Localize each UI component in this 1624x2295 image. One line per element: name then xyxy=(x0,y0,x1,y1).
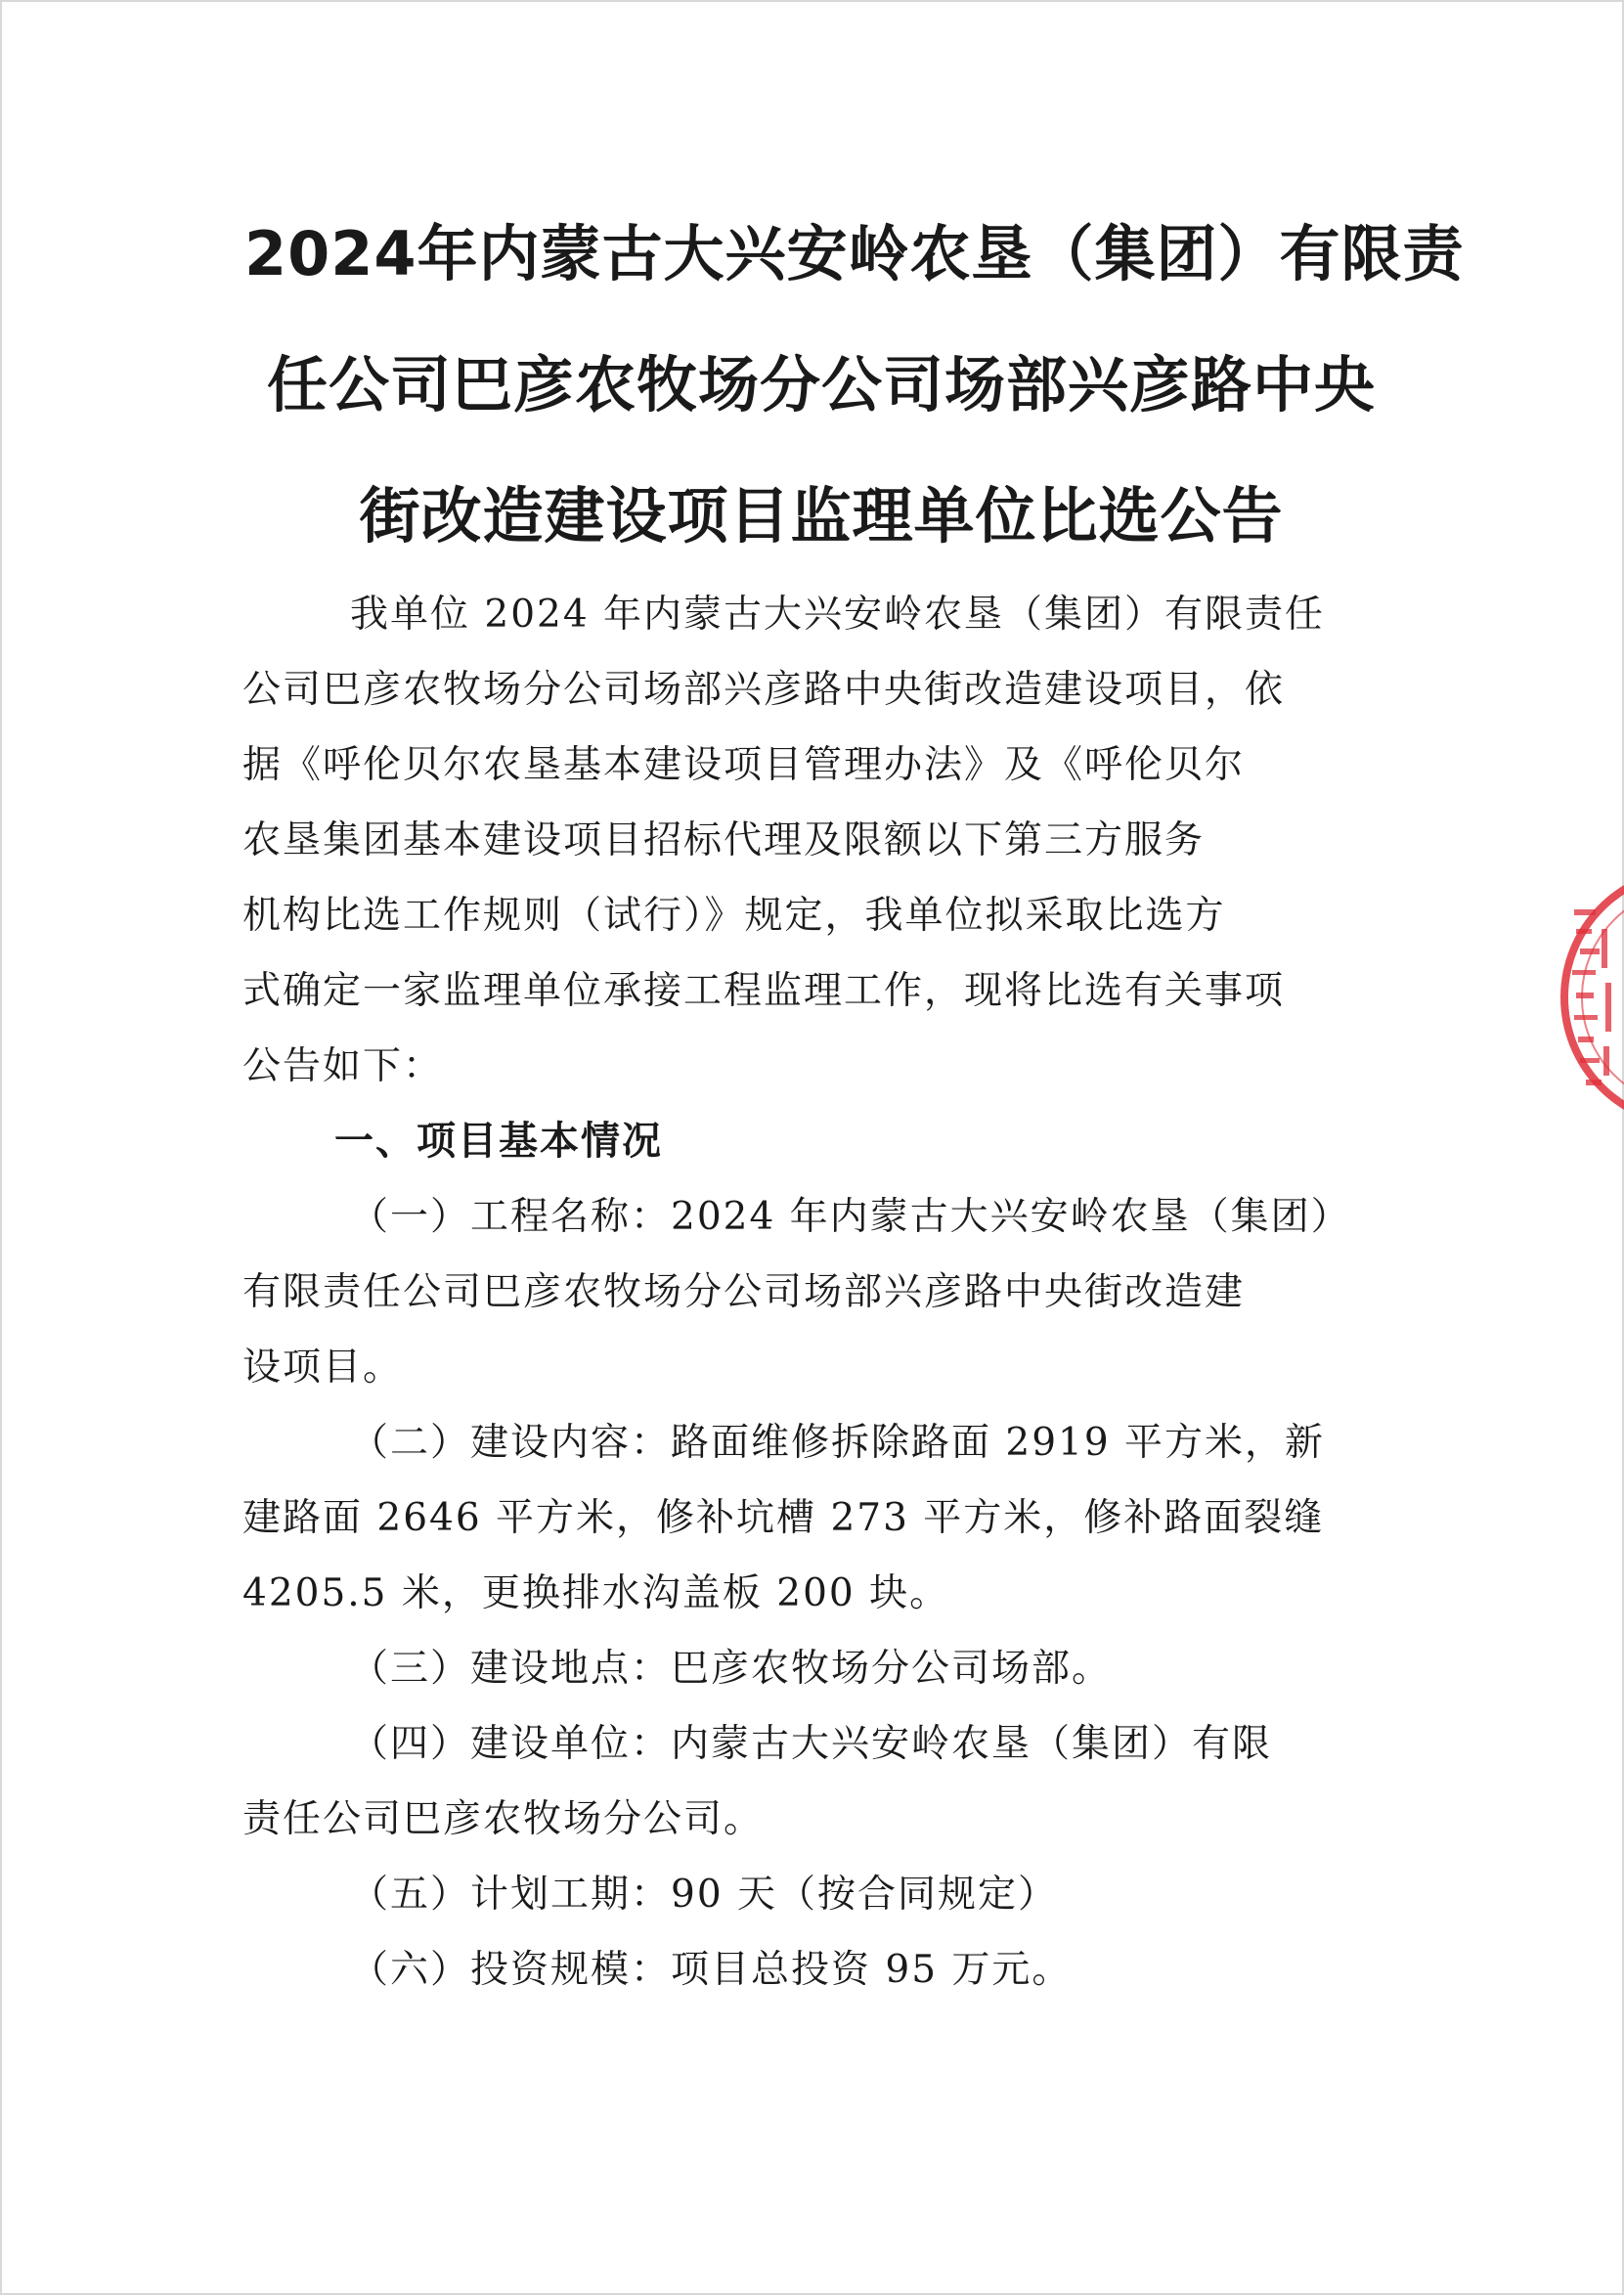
item-line: （四）建设单位：内蒙古大兴安岭农垦（集团）有限 xyxy=(350,1722,1273,1766)
item-line: 设项目。 xyxy=(242,1346,404,1390)
item-line: （三）建设地点：巴彦农牧场分公司场部。 xyxy=(350,1647,1113,1691)
item-line: （一）工程名称：2024 年内蒙古大兴安岭农垦（集团） xyxy=(350,1195,1351,1239)
title-line-3: 街改造建设项目监理单位比选公告 xyxy=(359,480,1284,552)
intro-line: 式确定一家监理单位承接工程监理工作，现将比选有关事项 xyxy=(242,969,1286,1013)
item-investment-scale xyxy=(242,1932,1377,2008)
section-heading-1: 一、项目基本情况 xyxy=(334,1119,663,1164)
intro-paragraph xyxy=(242,577,1377,1104)
item-line: 责任公司巴彦农牧场分公司。 xyxy=(242,1797,765,1841)
item-project-name xyxy=(242,1179,1377,1405)
official-seal-stamp xyxy=(1555,851,1624,1144)
intro-line: 农垦集团基本建设项目招标代理及限额以下第三方服务 xyxy=(242,818,1206,862)
item-construction-location xyxy=(242,1631,1377,1706)
item-line: （五）计划工期：90 天（按合同规定） xyxy=(350,1873,1059,1917)
item-construction-content xyxy=(242,1405,1377,1631)
item-line: 有限责任公司巴彦农牧场分公司场部兴彦路中央街改造建 xyxy=(242,1270,1246,1314)
item-line: 建路面 2646 平方米，修补坑槽 273 平方米，修补路面裂缝 xyxy=(242,1496,1325,1540)
intro-line: 公司巴彦农牧场分公司场部兴彦路中央街改造建设项目，依 xyxy=(242,668,1286,712)
intro-line: 公告如下： xyxy=(242,1044,444,1088)
item-line: （六）投资规模：项目总投资 95 万元。 xyxy=(350,1948,1073,1992)
item-construction-unit xyxy=(242,1706,1377,1857)
item-planned-duration xyxy=(242,1857,1377,1932)
item-line: （二）建设内容：路面维修拆除路面 2919 平方米，新 xyxy=(350,1421,1326,1465)
intro-line: 机构比选工作规则（试行）》规定，我单位拟采取比选方 xyxy=(242,894,1226,938)
item-line: 4205.5 米，更换排水沟盖板 200 块。 xyxy=(242,1571,950,1615)
intro-line: 据《呼伦贝尔农垦基本建设项目管理办法》及《呼伦贝尔 xyxy=(242,743,1246,787)
document-body xyxy=(242,577,1377,2008)
title-line-1: 2024年内蒙古大兴安岭农垦（集团）有限责 xyxy=(244,218,1465,289)
title-line-2: 任公司巴彦农牧场分公司场部兴彦路中央 xyxy=(266,349,1376,420)
document-title xyxy=(244,210,1465,603)
intro-line: 我单位 2024 年内蒙古大兴安岭农垦（集团）有限责任 xyxy=(350,593,1326,637)
